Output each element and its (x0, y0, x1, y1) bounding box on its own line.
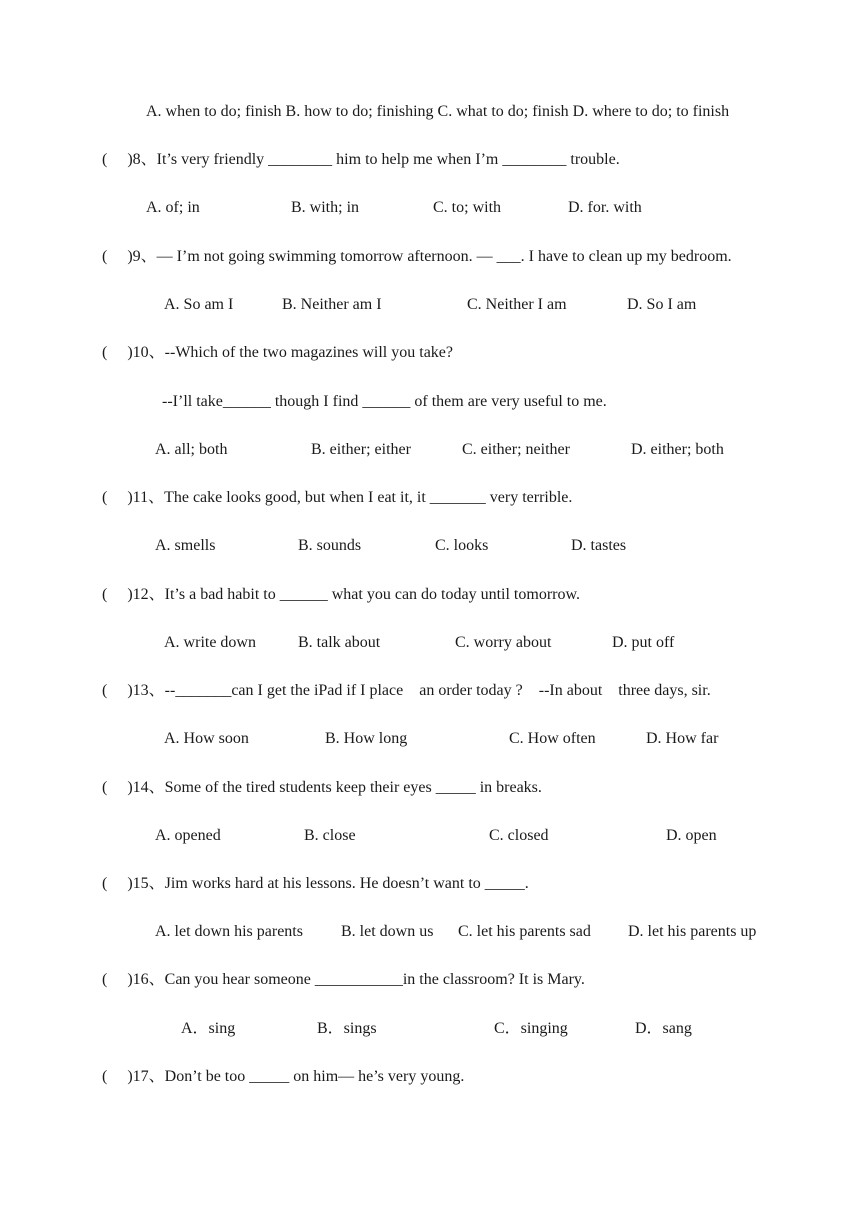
q15-option-d: D. let his parents up (628, 923, 757, 940)
q10-stem-line2: --I’ll take______ though I find ______ of them are very useful to me. (162, 393, 607, 410)
q14-option-d: D. open (666, 827, 717, 844)
q10-stem: ( )10、--Which of the two magazines will you take? (102, 344, 454, 361)
q16-option-c: C．singing (494, 1020, 568, 1037)
q11-stem: ( )11、The cake looks good, but when I eat it, it _______ very terrible. (102, 489, 573, 506)
q10-option-c: C. either; neither (462, 441, 570, 458)
q12-option-b: B. talk about (298, 634, 381, 651)
q13-option-a: A. How soon (164, 730, 249, 747)
q8-stem: ( )8、It’s very friendly ________ him to help me when I’m ________ trouble. (102, 151, 620, 168)
q11-option-a: A. smells (155, 537, 216, 554)
q15-stem: ( )15、Jim works hard at his lessons. He doesn’t want to _____. (102, 875, 529, 892)
q9-option-b: B. Neither am I (282, 296, 382, 313)
q16-option-a: A．sing (181, 1020, 236, 1037)
q13-option-d: D. How far (646, 730, 719, 747)
q10-option-b: B. either; either (311, 441, 411, 458)
q11-option-b: B. sounds (298, 537, 362, 554)
q15-option-b: B. let down us (341, 923, 434, 940)
q9-option-d: D. So I am (627, 296, 697, 313)
q9-option-a: A. So am I (164, 296, 234, 313)
q16-stem: ( )16、Can you hear someone ___________in the classroom? It is Mary. (102, 971, 585, 988)
q17-stem: ( )17、Don’t be too _____ on him— he’s very young. (102, 1068, 465, 1085)
q15-option-c: C. let his parents sad (458, 923, 591, 940)
q8-option-d: D. for. with (568, 199, 642, 216)
q13-option-b: B. How long (325, 730, 408, 747)
q10-option-d: D. either; both (631, 441, 724, 458)
q15-option-a: A. let down his parents (155, 923, 303, 940)
q16-option-b: B．sings (317, 1020, 377, 1037)
q14-option-a: A. opened (155, 827, 221, 844)
q9-option-c: C. Neither I am (467, 296, 567, 313)
q9-stem: ( )9、— I’m not going swimming tomorrow afternoon. — ___. I have to clean up my bedroom. (102, 248, 732, 265)
q8-option-c: C. to; with (433, 199, 502, 216)
q11-option-d: D. tastes (571, 537, 627, 554)
q10-option-a: A. all; both (155, 441, 228, 458)
q12-option-d: D. put off (612, 634, 675, 651)
q8-option-a: A. of; in (146, 199, 200, 216)
q13-option-c: C. How often (509, 730, 596, 747)
q11-option-c: C. looks (435, 537, 489, 554)
q8-option-b: B. with; in (291, 199, 360, 216)
q12-option-c: C. worry about (455, 634, 552, 651)
q16-option-d: D．sang (635, 1020, 692, 1037)
q12-stem: ( )12、It’s a bad habit to ______ what you can do today until tomorrow. (102, 586, 580, 603)
q7-options-line: A. when to do; finish B. how to do; finishing C. what to do; finish D. where to do; to finish (146, 103, 730, 120)
q14-option-c: C. closed (489, 827, 549, 844)
q13-stem: ( )13、--_______can I get the iPad if I place an order today ? --In about three days, sir. (102, 682, 711, 699)
q12-option-a: A. write down (164, 634, 256, 651)
q14-stem: ( )14、Some of the tired students keep their eyes _____ in breaks. (102, 779, 542, 796)
q14-option-b: B. close (304, 827, 356, 844)
